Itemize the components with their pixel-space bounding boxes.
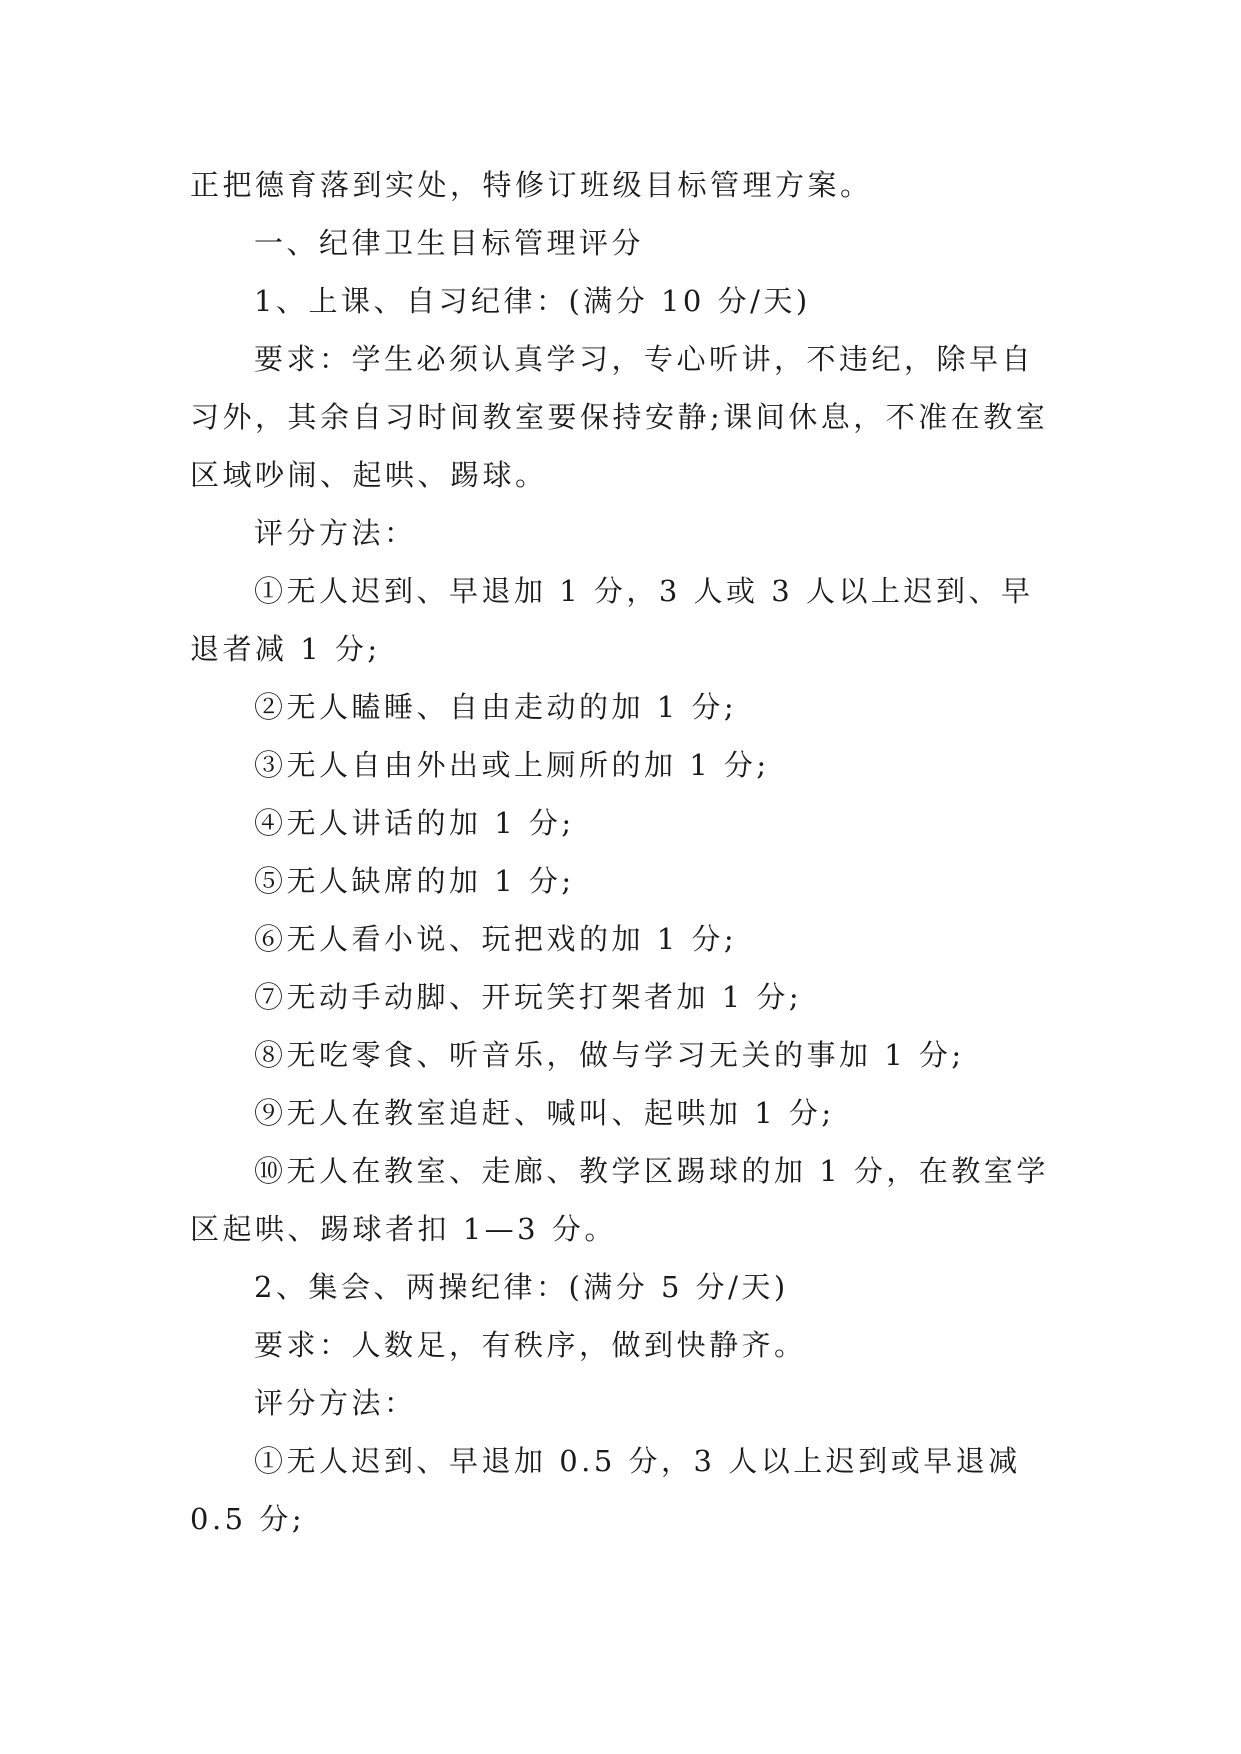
rule-item-4: ④无人讲话的加 1 分; xyxy=(254,806,575,840)
scoring-method-label-1: 评分方法： xyxy=(254,516,417,550)
rule-item-7: ⑦无动手动脚、开玩笑打架者加 1 分; xyxy=(254,980,803,1014)
document-body xyxy=(190,156,1050,1548)
rule-item-6: ⑥无人看小说、玩把戏的加 1 分; xyxy=(254,922,738,956)
paragraph-requirements-2: 要求：人数足，有秩序，做到快静齐。 xyxy=(254,1328,807,1362)
paragraph-intro: 正把德育落到实处，特修订班级目标管理方案。 xyxy=(190,168,873,202)
subsection-heading-class-discipline: 1、上课、自习纪律：(满分 10 分/天) xyxy=(254,284,811,318)
subsection-heading-assembly-discipline: 2、集会、两操纪律：(满分 5 分/天) xyxy=(254,1270,789,1304)
assembly-rule-item-1: ①无人迟到、早退加 0.5 分，3 人以上迟到或早退减 0.5 分; xyxy=(190,1444,1034,1536)
rule-item-5: ⑤无人缺席的加 1 分; xyxy=(254,864,575,898)
rule-item-3: ③无人自由外出或上厕所的加 1 分; xyxy=(254,748,770,782)
section-heading-discipline-hygiene: 一、纪律卫生目标管理评分 xyxy=(254,226,645,260)
rule-item-9: ⑨无人在教室追赶、喊叫、起哄加 1 分; xyxy=(254,1096,835,1130)
rule-item-1: ①无人迟到、早退加 1 分，3 人或 3 人以上迟到、早退者减 1 分; xyxy=(190,574,1034,666)
paragraph-requirements-1: 要求：学生必须认真学习，专心听讲，不违纪，除早自习外，其余自习时间教室要保持安静;课间休息，不准在教室区域吵闹、起哄、踢球。 xyxy=(190,342,1049,492)
rule-item-2: ②无人瞌睡、自由走动的加 1 分; xyxy=(254,690,738,724)
rule-item-10: ⑩无人在教室、走廊、教学区踢球的加 1 分，在教室学区起哄、踢球者扣 1—3 分。 xyxy=(190,1154,1049,1246)
rule-item-8: ⑧无吃零食、听音乐，做与学习无关的事加 1 分; xyxy=(254,1038,965,1072)
scoring-method-label-2: 评分方法： xyxy=(254,1386,417,1420)
